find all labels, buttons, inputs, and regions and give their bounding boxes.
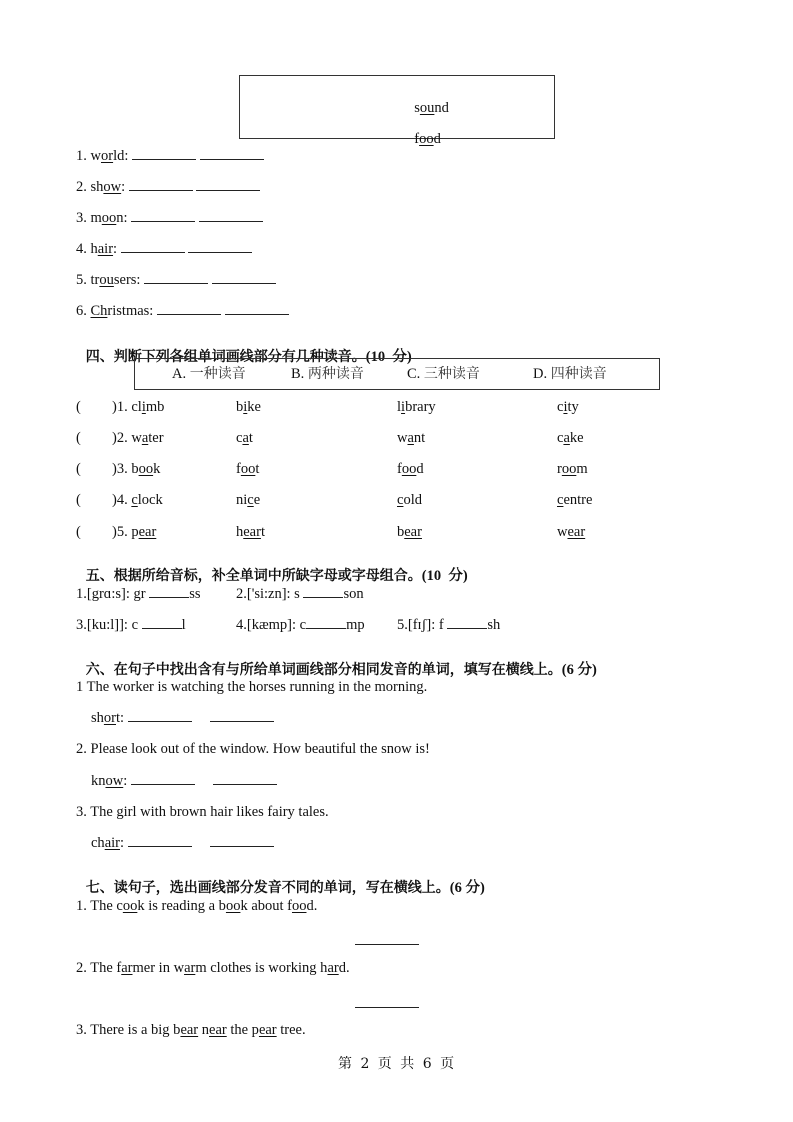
key-word-row	[91, 836, 274, 851]
phonetic-item	[76, 587, 201, 602]
answer-blank[interactable]	[128, 845, 192, 847]
item-word	[91, 179, 126, 195]
heading-text: 六、在句子中找出含有与所给单词画线部分相同发音的单词，填写在横线上。	[85, 662, 562, 678]
word-part: nt	[413, 430, 426, 446]
word-part: b	[131, 461, 139, 477]
underlined-part: ear	[209, 1022, 227, 1038]
phonetic-label: 3.[ku:l]]: c	[76, 617, 142, 633]
word-part: w	[397, 430, 408, 446]
phonetic-label: 4.[kæmp]: c	[236, 617, 307, 633]
underlined-part: a	[242, 430, 249, 446]
reference-word-sound	[407, 86, 449, 115]
sentence-part: 3. There is a big b	[76, 1022, 181, 1038]
answer-paren[interactable]: (	[76, 430, 81, 446]
phonetic-item	[76, 618, 186, 633]
word-ending: son	[343, 586, 364, 602]
sentence-part: m clothes is working h	[195, 960, 328, 976]
phonetic-item	[236, 587, 364, 602]
letter-blank[interactable]	[447, 627, 487, 629]
underlined-part: or	[103, 710, 116, 726]
heading-text: 七、读句子，选出画线部分发音不同的单词，写在横线上。	[85, 880, 450, 896]
word	[236, 461, 259, 477]
sentence	[76, 961, 350, 976]
section-5-heading	[76, 555, 468, 584]
word-part: ter	[148, 430, 164, 446]
underlined-part: i	[401, 399, 406, 415]
word-option	[131, 430, 163, 446]
answer-blank[interactable]	[355, 936, 419, 945]
option-d	[533, 367, 607, 382]
underlined-part: ar	[327, 960, 339, 976]
word-part: n:	[116, 210, 128, 226]
word-part: :	[121, 179, 126, 195]
sentence: 2. Please look out of the window. How beautiful the snow is!	[76, 741, 430, 757]
word-part: d	[416, 461, 424, 477]
item-word	[91, 303, 154, 319]
sentence-part: tree.	[276, 1022, 306, 1038]
word-option	[397, 493, 422, 508]
sentence-part: d.	[306, 898, 318, 914]
underlined-part: a	[563, 430, 570, 446]
word-part: d	[433, 130, 441, 147]
answer-paren[interactable]: (	[76, 492, 81, 508]
word-part: w	[557, 524, 568, 540]
letter-blank[interactable]	[149, 596, 189, 598]
item-number: 5.	[76, 272, 87, 288]
word-option	[131, 461, 160, 477]
question-number: )1.	[112, 399, 128, 415]
word-option	[557, 462, 588, 477]
option-b	[291, 367, 364, 382]
sentence-part: k is reading a b	[137, 898, 226, 914]
word-option	[397, 431, 425, 446]
item-word	[91, 272, 141, 288]
underlined-part: c	[397, 492, 404, 508]
item-number: 1.	[76, 148, 87, 164]
key-word	[91, 773, 127, 789]
word-part: :	[123, 773, 128, 789]
word-ending: l	[181, 617, 186, 633]
heading-text: 五、根据所给音标，补全单词中所缺字母或字母组合。	[85, 568, 422, 584]
option-text: 两种读音	[307, 366, 364, 382]
item-number: 2.	[76, 179, 87, 195]
underlined-part: c	[131, 492, 138, 508]
option-letter: D.	[533, 366, 548, 382]
underlined-part: ear	[567, 524, 586, 540]
word-part: lock	[137, 492, 163, 508]
answer-blank[interactable]	[200, 158, 264, 160]
sentence-part: 1. The c	[76, 898, 123, 914]
option-letter: C.	[407, 366, 421, 382]
word-part: sh	[91, 710, 104, 726]
points: (6 分)	[449, 880, 485, 896]
underlined-part: or	[100, 148, 114, 164]
answer-paren[interactable]: (	[76, 461, 81, 477]
underlined-part: ear	[243, 524, 261, 540]
underlined-part: a	[407, 430, 414, 446]
sentence-part: k about f	[240, 898, 292, 914]
underlined-part: ow	[105, 773, 124, 789]
reference-word-food	[407, 117, 441, 146]
sentence-part: mer in w	[132, 960, 185, 976]
sentence-part: n	[198, 1022, 210, 1038]
word	[557, 492, 592, 508]
word-part: t	[260, 524, 265, 540]
word-part: entre	[563, 492, 593, 508]
underlined-part: ou	[99, 272, 114, 288]
word-option	[397, 525, 422, 540]
word-part: c	[557, 430, 564, 446]
answer-blank[interactable]	[210, 720, 274, 722]
option-a	[172, 367, 246, 382]
sentence-part: d.	[338, 960, 350, 976]
item-row	[76, 211, 263, 226]
word-part: w	[131, 430, 142, 446]
points: (6 分)	[561, 662, 597, 678]
word-part: h	[236, 524, 244, 540]
word-part: w	[90, 148, 101, 164]
underlined-part: oo	[291, 898, 307, 914]
word-ending: mp	[346, 617, 365, 633]
word	[397, 430, 425, 446]
item-word	[91, 241, 118, 257]
word-ending: sh	[487, 617, 501, 633]
word	[397, 399, 436, 415]
points: (10 分)	[365, 349, 412, 365]
word-option	[131, 492, 162, 508]
item-number: 3.	[76, 210, 87, 226]
question-row	[112, 400, 164, 415]
item-row	[76, 273, 276, 288]
word	[557, 430, 584, 446]
answer-blank[interactable]	[210, 845, 274, 847]
word-option	[236, 431, 253, 446]
question-row	[112, 525, 156, 540]
word-part: mb	[145, 399, 165, 415]
option-c	[407, 367, 480, 382]
word-part: t	[255, 461, 260, 477]
underlined-part: ou	[419, 99, 435, 116]
underlined-part: i	[141, 399, 146, 415]
sentence	[76, 899, 317, 914]
item-row	[76, 180, 260, 195]
underlined-part: oo	[401, 461, 417, 477]
key-word-row	[91, 711, 274, 726]
question-row	[112, 431, 164, 446]
key-word	[91, 835, 124, 851]
sentence-part: the p	[226, 1022, 259, 1038]
word-option	[557, 400, 579, 415]
underlined-part: air	[104, 835, 120, 851]
underlined-part: oo	[101, 210, 117, 226]
answer-blank[interactable]	[128, 720, 192, 722]
word-option	[557, 525, 585, 540]
word	[236, 492, 260, 508]
underlined-part: c	[557, 492, 564, 508]
option-text: 三种读音	[423, 366, 480, 382]
answer-blank[interactable]	[199, 220, 263, 222]
answer-blank[interactable]	[355, 999, 419, 1008]
answer-blank[interactable]	[196, 189, 260, 191]
sentence: 1 The worker is watching the horses running in the morning.	[76, 679, 428, 695]
underlined-part: Ch	[90, 303, 108, 319]
word-option	[236, 400, 261, 415]
answer-blank[interactable]	[157, 313, 221, 315]
word-part: :	[113, 241, 118, 257]
word-part: e	[253, 492, 261, 508]
key-word-row	[91, 774, 277, 789]
word-part: t	[248, 430, 253, 446]
word-ending: ss	[189, 586, 201, 602]
option-text: 四种读音	[550, 366, 607, 382]
underlined-part: ar	[121, 960, 133, 976]
section-6-heading	[76, 649, 597, 678]
answer-blank[interactable]	[144, 282, 208, 284]
underlined-part: oo	[561, 461, 577, 477]
question-number: )2.	[112, 430, 128, 446]
word-part: ke	[569, 430, 584, 446]
word	[397, 492, 422, 508]
question-row	[112, 493, 163, 508]
word-part: ty	[567, 399, 579, 415]
word-part: sh	[90, 179, 104, 195]
underlined-part: ear	[180, 1022, 199, 1038]
word-part: nd	[434, 99, 449, 116]
answer-blank[interactable]	[188, 251, 252, 253]
word-part: kn	[91, 773, 106, 789]
word	[236, 399, 261, 415]
section-7-heading	[76, 867, 485, 896]
question-number: )5.	[112, 524, 128, 540]
item-row	[76, 304, 289, 319]
word-part: f	[236, 461, 241, 477]
option-letter: B.	[291, 366, 305, 382]
underlined-part: ear	[404, 524, 422, 540]
word-part: f	[414, 130, 420, 147]
underlined-part: ar	[184, 960, 196, 976]
sound-reference-box	[239, 75, 555, 139]
item-number: 4.	[76, 241, 87, 257]
word-part: :	[119, 835, 125, 851]
word-part: ni	[236, 492, 248, 508]
points: (10 分)	[421, 568, 468, 584]
word-part: s	[414, 99, 420, 116]
word-option	[397, 400, 436, 415]
word-option	[397, 462, 424, 477]
word-part: old	[403, 492, 422, 508]
word-part: ld:	[113, 148, 129, 164]
underlined-part: i	[243, 399, 248, 415]
item-word	[91, 210, 128, 226]
answer-blank[interactable]	[212, 282, 276, 284]
phonetic-label: 2.['si:zn]: s	[236, 586, 304, 602]
answer-blank[interactable]	[131, 220, 195, 222]
sentence	[76, 1023, 306, 1038]
word-part: l	[397, 399, 402, 415]
word-option	[557, 431, 584, 446]
question-row	[112, 462, 160, 477]
word-part: m	[576, 461, 588, 477]
word	[236, 430, 253, 446]
underlined-part: oo	[138, 461, 154, 477]
word-part: c	[557, 399, 564, 415]
word-part: brary	[405, 399, 436, 415]
word-option	[131, 524, 156, 540]
word	[557, 461, 588, 477]
question-number: )4.	[112, 492, 128, 508]
word-option	[236, 525, 265, 540]
word	[397, 524, 422, 540]
underlined-part: oo	[419, 130, 434, 147]
phonetic-item	[236, 618, 365, 633]
letter-blank[interactable]	[303, 596, 343, 598]
word-part: ristmas:	[107, 303, 154, 319]
word-part: m	[90, 210, 102, 226]
question-number: )3.	[112, 461, 128, 477]
word-part: ch	[91, 835, 105, 851]
phonetic-label: 1.[grɑ:s]: gr	[76, 586, 150, 602]
underlined-part: ear	[138, 524, 157, 540]
answer-paren[interactable]: (	[76, 399, 81, 415]
word-part: cl	[131, 399, 142, 415]
answer-blank[interactable]	[121, 251, 185, 253]
underlined-part: ow	[103, 179, 122, 195]
sentence: 3. The girl with brown hair likes fairy tales.	[76, 804, 329, 820]
word-option	[557, 493, 592, 508]
phonetic-label: 5.[fɪʃ]: f	[397, 617, 448, 633]
answer-blank[interactable]	[129, 189, 193, 191]
phonetic-item	[397, 618, 500, 633]
item-row	[76, 149, 264, 164]
page-footer: 第 2 页 共 6 页	[338, 1056, 457, 1072]
word-part: ke	[247, 399, 261, 415]
answer-paren[interactable]: (	[76, 524, 81, 540]
word-part: h	[90, 241, 98, 257]
word-option	[131, 399, 164, 415]
word-part: f	[397, 461, 402, 477]
word	[557, 399, 579, 415]
word-part: tr	[90, 272, 100, 288]
answer-blank[interactable]	[132, 158, 196, 160]
word	[236, 524, 265, 540]
word-part: sers:	[113, 272, 141, 288]
underlined-part: oo	[240, 461, 256, 477]
word	[557, 524, 585, 540]
answer-blank[interactable]	[225, 313, 289, 315]
word-part: t:	[116, 710, 125, 726]
key-word	[91, 710, 124, 726]
underlined-part: air	[97, 241, 114, 257]
item-row	[76, 242, 252, 257]
answer-blank[interactable]	[213, 783, 277, 785]
sentence-part: 2. The f	[76, 960, 122, 976]
underlined-part: oo	[225, 898, 241, 914]
item-word	[91, 148, 129, 164]
word	[397, 461, 424, 477]
word-part: b	[236, 399, 244, 415]
option-text: 一种读音	[189, 366, 246, 382]
word-option	[236, 493, 260, 508]
underlined-part: oo	[122, 898, 138, 914]
heading-text: 四、判断下列各组单词画线部分有几种读音。	[85, 349, 366, 365]
underlined-part: a	[141, 430, 149, 446]
underlined-part: ear	[258, 1022, 277, 1038]
option-letter: A.	[172, 366, 187, 382]
word-part: k	[153, 461, 161, 477]
word-part: p	[131, 524, 139, 540]
letter-blank[interactable]	[142, 627, 182, 629]
underlined-part: i	[563, 399, 568, 415]
word-part: r	[557, 461, 562, 477]
item-number: 6.	[76, 303, 87, 319]
word-part: b	[397, 524, 405, 540]
answer-blank[interactable]	[131, 783, 195, 785]
underlined-part: c	[247, 492, 254, 508]
word-option	[236, 462, 259, 477]
word-part: c	[236, 430, 243, 446]
letter-blank[interactable]	[306, 627, 346, 629]
